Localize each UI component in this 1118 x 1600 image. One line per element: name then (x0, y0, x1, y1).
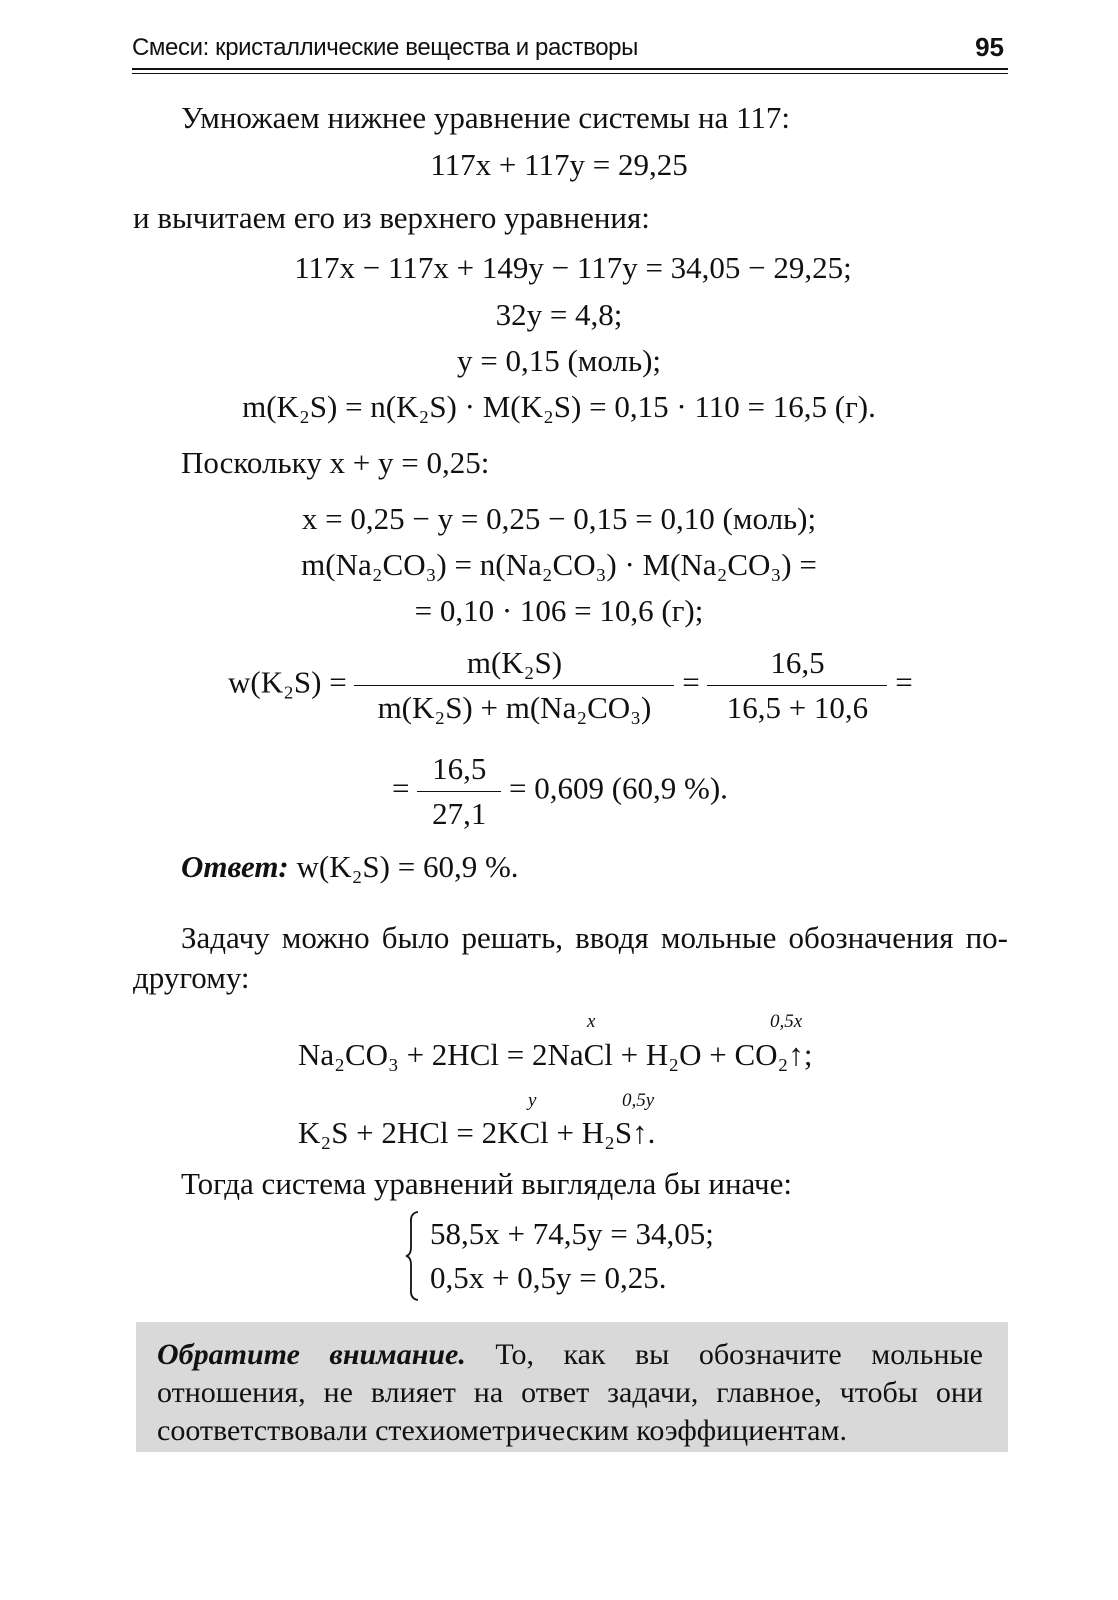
equals-sign: = (682, 664, 700, 700)
paragraph-system: Тогда система уравнений выглядела бы иначе: (181, 1166, 793, 1201)
paragraph-alternative: Задачу можно было решать, вводя мольные обозначения по-другому: (133, 920, 1008, 995)
system-brace (405, 1211, 419, 1301)
equation-32y: 32y = 4,8; (495, 297, 623, 332)
fraction-denominator: m(K₂S) + m(Na₂CO₃) (377, 690, 652, 725)
reaction-sodium-carbonate: Na₂CO₃ + 2HCl = 2NaCl + H₂O + CO₂↑; (298, 1037, 813, 1072)
fraction-denominator: 16,5 + 10,6 (726, 690, 869, 725)
fraction-numerator: 16,5 (417, 747, 501, 792)
mass-fraction-equation (228, 641, 913, 730)
equation-mass-na2co3: m(Na₂CO₃) = n(Na₂CO₃) · M(Na₂CO₃) = (301, 547, 817, 582)
fraction-numeric (707, 641, 887, 730)
answer-label: Ответ: (181, 849, 289, 884)
header-rule-thin (132, 73, 1008, 74)
page-header (132, 30, 1008, 76)
paragraph-subtract: и вычитаем его из верхнего уравнения: (133, 200, 650, 235)
equation-mass-k2s: m(K₂S) = n(K₂S) · M(K₂S) = 0,15 · 110 = 16,5 (г). (242, 389, 876, 424)
equation-x: x = 0,25 − y = 0,25 − 0,15 = 0,10 (моль); (301, 501, 817, 536)
note-text (157, 1336, 983, 1450)
fraction-lhs: w(K₂S) = (228, 664, 347, 700)
result-value: = 0,609 (60,9 %). (508, 770, 728, 806)
equation-subtraction: 117x − 117x + 149y − 117y = 34,05 − 29,25; (294, 250, 852, 285)
note-body: То, как вы обозначите мольные отношения, не влияет на ответ задачи, главное, чтобы они соответствовали стехиометрическим коэффициентам. (157, 1338, 983, 1447)
fraction-result (417, 747, 501, 836)
answer (181, 849, 519, 885)
answer-value: w(K₂S) = 60,9 %. (296, 849, 519, 884)
mole-tag-0-5x: 0,5x (770, 1011, 803, 1032)
fraction-denominator: 27,1 (432, 796, 487, 831)
system-equation-2: 0,5x + 0,5y = 0,25. (430, 1260, 667, 1295)
mole-tag-y: y (528, 1090, 537, 1111)
mole-tag-x: x (587, 1011, 596, 1032)
fraction-numerator: m(K₂S) (354, 641, 674, 686)
equation-y: y = 0,15 (моль); (456, 343, 662, 378)
equation-mass-na2co3-value: = 0,10 · 106 = 10,6 (г); (414, 593, 704, 628)
header-rule (132, 68, 1008, 70)
equals-sign: = (895, 664, 913, 700)
fraction-numerator: 16,5 (707, 641, 887, 686)
fraction-symbolic (354, 641, 674, 730)
running-title: Смеси: кристаллические вещества и растворы (132, 34, 638, 61)
note-label: Обратите внимание. (157, 1338, 466, 1371)
result-equation (392, 747, 728, 836)
mole-tag-0-5y: 0,5y (622, 1090, 655, 1111)
reaction-potassium-sulfide: K₂S + 2HCl = 2KCl + H₂S↑. (298, 1115, 656, 1150)
equation-117: 117x + 117y = 29,25 (430, 147, 688, 182)
paragraph-multiply: Умножаем нижнее уравнение системы на 117: (181, 100, 791, 135)
paragraph-since: Поскольку x + y = 0,25: (181, 445, 490, 480)
equals-sign: = (392, 770, 410, 806)
page-number: 95 (975, 32, 1004, 62)
system-equation-1: 58,5x + 74,5y = 34,05; (430, 1216, 714, 1251)
